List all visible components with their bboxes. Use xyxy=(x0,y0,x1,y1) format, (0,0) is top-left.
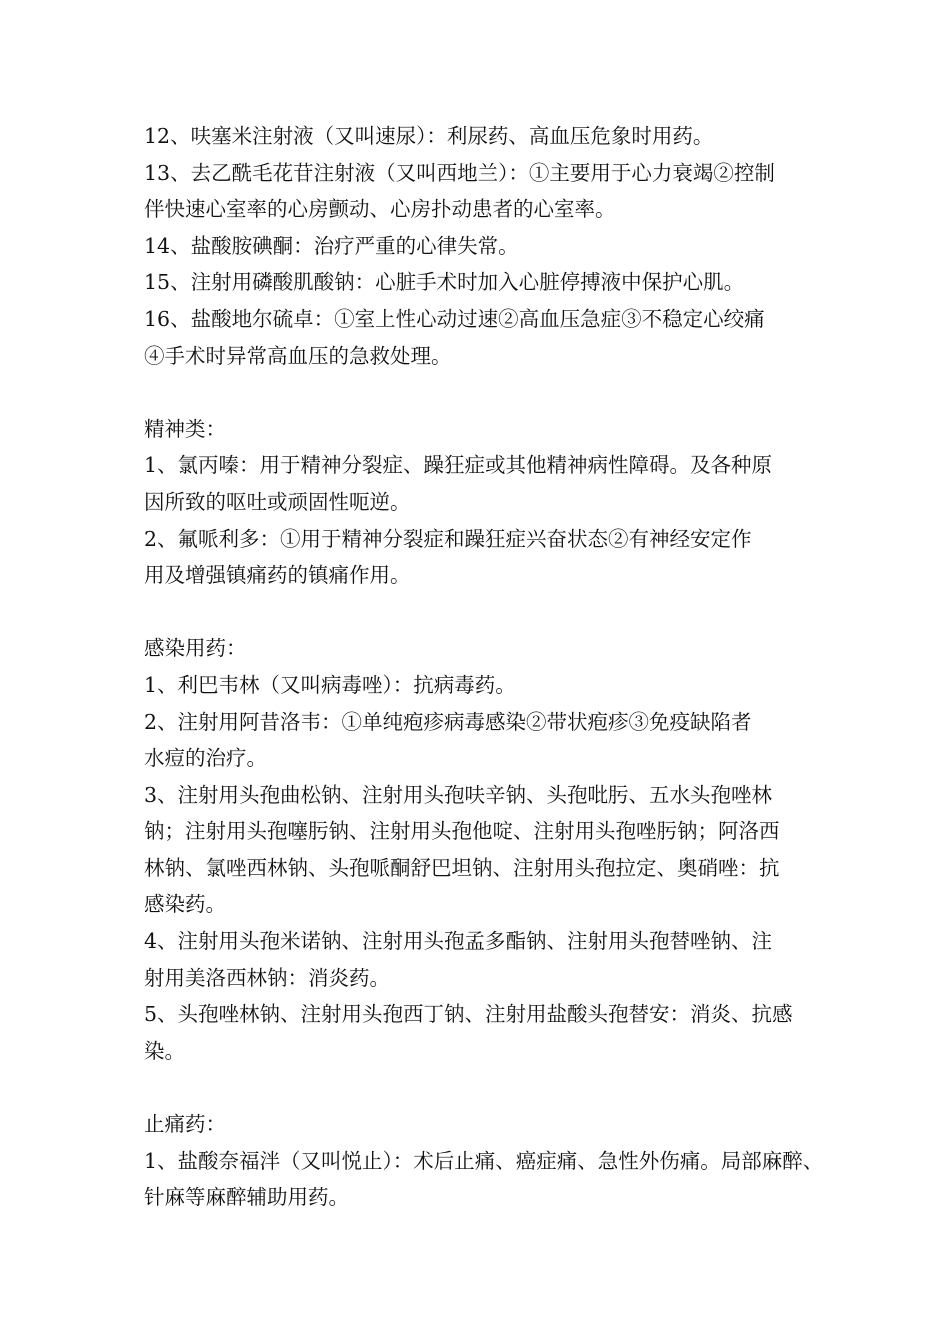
text-line: 因所致的呕吐或顽固性呃逆。 xyxy=(144,489,411,514)
text-line: 感染药。 xyxy=(144,892,226,917)
text-line: 水痘的治疗。 xyxy=(144,746,267,771)
section-heading: 精神类： xyxy=(144,416,226,441)
paragraph-spacer xyxy=(144,594,834,631)
text-line: 染。 xyxy=(144,1038,185,1063)
section-heading: 感染用药： xyxy=(144,636,247,661)
text-line: 12、呋塞米注射液（又叫速尿）：利尿药、高血压危象时用药。 xyxy=(144,124,714,148)
text-line: 射用美洛西林钠：消炎药。 xyxy=(144,965,390,990)
section-psychiatric xyxy=(144,411,834,594)
text-line: 15、注射用磷酸肌酸钠：心脏手术时加入心脏停搏液中保护心肌。 xyxy=(144,270,745,295)
text-line: 2、氟哌利多：①用于精神分裂症和躁狂症兴奋状态②有神经安定作 xyxy=(144,526,752,551)
text-line: ④手术时异常高血压的急救处理。 xyxy=(144,343,452,368)
section-cardiac-drugs xyxy=(144,118,834,374)
text-line: 13、去乙酰毛花苷注射液（又叫西地兰）：①主要用于心力衰竭②控制 xyxy=(144,160,775,185)
text-line: 1、利巴韦林（又叫病毒唑）：抗病毒药。 xyxy=(144,672,516,697)
text-line: 钠；注射用头孢噻肟钠、注射用头孢他啶、注射用头孢唑肟钠；阿洛西 xyxy=(144,819,780,844)
section-infection xyxy=(144,630,834,1069)
text-line: 用及增强镇痛药的镇痛作用。 xyxy=(144,563,411,588)
text-line: 14、盐酸胺碘酮：治疗严重的心律失常。 xyxy=(144,233,519,258)
paragraph-spacer xyxy=(144,374,834,411)
text-line: 林钠、氯唑西林钠、头孢哌酮舒巴坦钠、注射用头孢拉定、奥硝唑：抗 xyxy=(144,855,780,880)
text-line: 4、注射用头孢米诺钠、注射用头孢孟多酯钠、注射用头孢替唑钠、注 xyxy=(144,929,773,954)
section-heading: 止痛药： xyxy=(144,1112,226,1137)
text-line: 1、盐酸奈福泮（又叫悦止）：术后止痛、癌症痛、急性外伤痛。局部麻醉、 xyxy=(144,1148,824,1173)
text-line: 2、注射用阿昔洛韦：①单纯疱疹病毒感染②带状疱疹③免疫缺陷者 xyxy=(144,709,752,734)
paragraph-spacer xyxy=(144,1069,834,1106)
text-line: 伴快速心室率的心房颤动、心房扑动患者的心室率。 xyxy=(144,197,616,222)
text-line: 针麻等麻醉辅助用药。 xyxy=(144,1185,349,1210)
document-page xyxy=(144,118,834,1216)
text-line: 16、盐酸地尔硫卓：①室上性心动过速②高血压急症③不稳定心绞痛 xyxy=(144,306,765,331)
text-line: 1、氯丙嗪：用于精神分裂症、躁狂症或其他精神病性障碍。及各种原 xyxy=(144,453,773,478)
section-analgesics xyxy=(144,1106,834,1216)
text-line: 3、注射用头孢曲松钠、注射用头孢呋辛钠、头孢吡肟、五水头孢唑林 xyxy=(144,782,773,807)
text-line: 5、头孢唑林钠、注射用头孢西丁钠、注射用盐酸头孢替安：消炎、抗感 xyxy=(144,1002,793,1027)
